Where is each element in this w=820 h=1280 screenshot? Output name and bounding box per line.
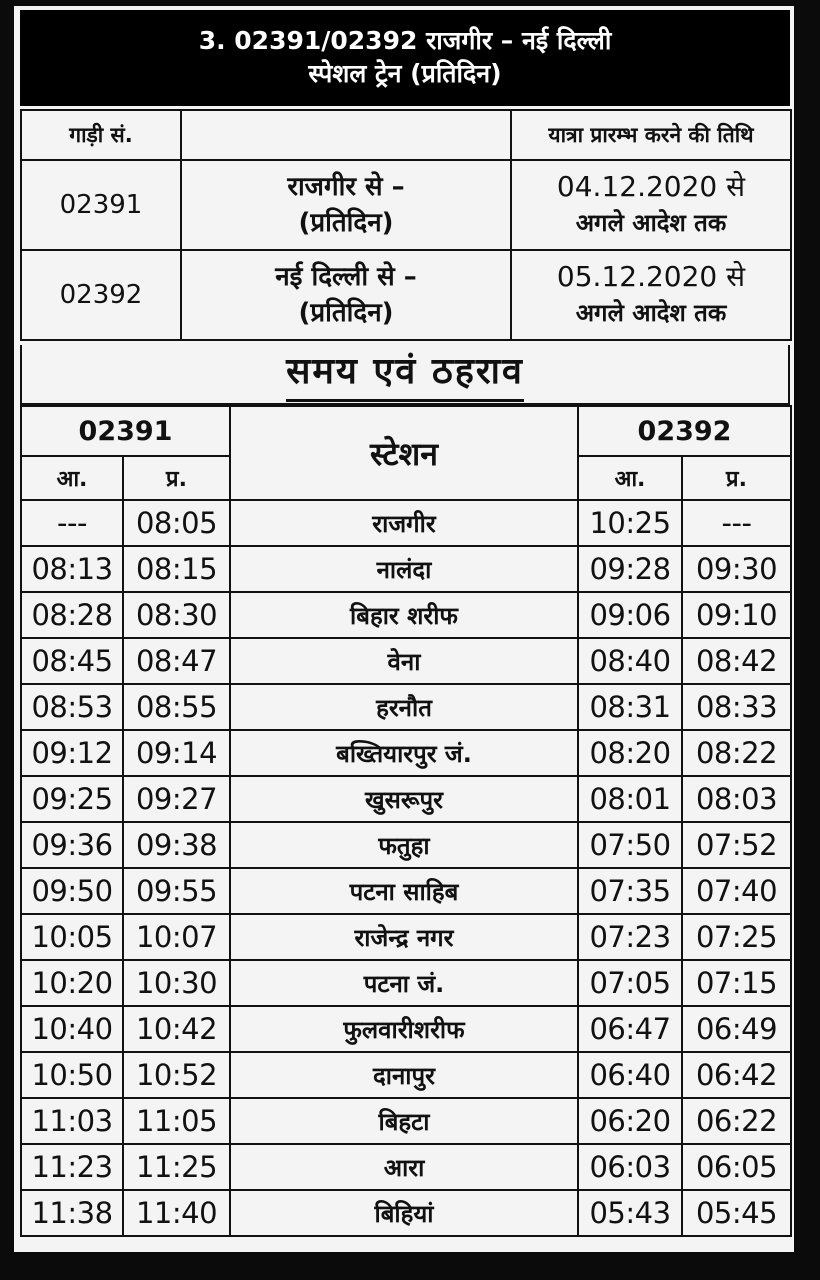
right-departure-time: 08:42 (682, 638, 791, 684)
start-date-line-2: अगले आदेश तक (575, 209, 727, 237)
left-departure-time: 09:27 (123, 776, 230, 822)
title-line-1: 3. 02391/02392 राजगीर – नई दिल्ली (198, 26, 612, 55)
left-departure-time: 08:47 (123, 638, 230, 684)
start-date-line-2: अगले आदेश तक (575, 299, 727, 327)
col-train-number-header: गाड़ी सं. (21, 110, 181, 160)
left-departure-time: 08:15 (123, 546, 230, 592)
table-row (21, 592, 791, 638)
table-row (21, 1006, 791, 1052)
station-name: हरनौत (230, 684, 578, 730)
schedule-section-heading (20, 345, 790, 405)
title-line-2: स्पेशल ट्रेन (प्रतिदिन) (308, 59, 502, 88)
train-number-cell: 02391 (21, 160, 181, 250)
table-row (21, 730, 791, 776)
origin-line-2: (प्रतिदिन) (298, 208, 394, 238)
station-name: आरा (230, 1144, 578, 1190)
right-departure-time: --- (682, 500, 791, 546)
origin-line-1: नई दिल्ली से – (275, 262, 417, 292)
left-departure-time: 09:14 (123, 730, 230, 776)
left-departure-time: 11:05 (123, 1098, 230, 1144)
train-info-table (20, 109, 792, 341)
station-name: बिहटा (230, 1098, 578, 1144)
right-arrival-time: 06:47 (578, 1006, 682, 1052)
right-arrival-time: 08:01 (578, 776, 682, 822)
right-arrival-time: 07:05 (578, 960, 682, 1006)
left-arrival-time: 09:12 (21, 730, 123, 776)
table-row (21, 868, 791, 914)
right-departure-time: 08:03 (682, 776, 791, 822)
left-departure-header: प्र. (123, 456, 230, 500)
right-arrival-time: 06:03 (578, 1144, 682, 1190)
station-name: वेना (230, 638, 578, 684)
right-arrival-time: 09:28 (578, 546, 682, 592)
station-column-header: स्टेशन (230, 406, 578, 500)
left-arrival-time: 11:03 (21, 1098, 123, 1144)
station-name: बख्तियारपुर जं. (230, 730, 578, 776)
notice-title (20, 10, 790, 106)
train-number-row (21, 406, 791, 456)
train-info-row (21, 250, 791, 340)
left-departure-time: 11:25 (123, 1144, 230, 1190)
left-departure-time: 10:42 (123, 1006, 230, 1052)
table-row (21, 500, 791, 546)
left-arrival-time: 08:53 (21, 684, 123, 730)
right-departure-time: 05:45 (682, 1190, 791, 1236)
left-arrival-time: 08:28 (21, 592, 123, 638)
left-arrival-time: 08:45 (21, 638, 123, 684)
station-name: राजगीर (230, 500, 578, 546)
table-row (21, 1098, 791, 1144)
station-name: पटना जं. (230, 960, 578, 1006)
start-date-line-1: 05.12.2020 से (556, 260, 746, 293)
left-departure-time: 10:52 (123, 1052, 230, 1098)
table-row (21, 638, 791, 684)
right-departure-time: 07:52 (682, 822, 791, 868)
table-row (21, 776, 791, 822)
origin-line-2: (प्रतिदिन) (298, 298, 394, 328)
table-row (21, 684, 791, 730)
station-name: दानापुर (230, 1052, 578, 1098)
left-arrival-time: 11:38 (21, 1190, 123, 1236)
timetable-body (21, 500, 791, 1236)
table-row (21, 914, 791, 960)
table-row (21, 1052, 791, 1098)
right-departure-time: 06:22 (682, 1098, 791, 1144)
right-arrival-time: 06:40 (578, 1052, 682, 1098)
start-date-cell (511, 250, 791, 340)
left-departure-time: 09:55 (123, 868, 230, 914)
col-start-date-header: यात्रा प्रारम्भ करने की तिथि (511, 110, 791, 160)
right-departure-time: 07:25 (682, 914, 791, 960)
station-name: बिहार शरीफ (230, 592, 578, 638)
right-departure-time: 06:42 (682, 1052, 791, 1098)
start-date-cell (511, 160, 791, 250)
origin-line-1: राजगीर से – (287, 172, 405, 202)
section-title: समय एवं ठहराव (286, 345, 524, 402)
left-arrival-time: 09:25 (21, 776, 123, 822)
left-departure-time: 09:38 (123, 822, 230, 868)
left-arrival-time: 10:05 (21, 914, 123, 960)
origin-cell (181, 250, 511, 340)
left-arrival-header: आ. (21, 456, 123, 500)
train-info-header-row (21, 110, 791, 160)
left-arrival-time: 10:20 (21, 960, 123, 1006)
right-arrival-time: 08:31 (578, 684, 682, 730)
right-departure-time: 06:05 (682, 1144, 791, 1190)
right-departure-time: 07:15 (682, 960, 791, 1006)
train-info-row (21, 160, 791, 250)
left-arrival-time: 09:50 (21, 868, 123, 914)
station-name: फतुहा (230, 822, 578, 868)
right-arrival-time: 09:06 (578, 592, 682, 638)
right-departure-time: 08:22 (682, 730, 791, 776)
train-right-number: 02392 (578, 406, 791, 456)
right-departure-header: प्र. (682, 456, 791, 500)
right-arrival-time: 07:35 (578, 868, 682, 914)
left-arrival-time: 08:13 (21, 546, 123, 592)
right-arrival-time: 08:20 (578, 730, 682, 776)
left-departure-time: 11:40 (123, 1190, 230, 1236)
left-departure-time: 10:07 (123, 914, 230, 960)
left-arrival-time: 10:40 (21, 1006, 123, 1052)
left-departure-time: 08:30 (123, 592, 230, 638)
table-row (21, 960, 791, 1006)
table-row (21, 822, 791, 868)
right-departure-time: 06:49 (682, 1006, 791, 1052)
left-arrival-time: 09:36 (21, 822, 123, 868)
right-departure-time: 09:10 (682, 592, 791, 638)
right-arrival-time: 08:40 (578, 638, 682, 684)
train-left-number: 02391 (21, 406, 230, 456)
timetable-sheet (14, 6, 794, 1252)
right-departure-time: 09:30 (682, 546, 791, 592)
left-departure-time: 08:05 (123, 500, 230, 546)
origin-cell (181, 160, 511, 250)
left-arrival-time: 11:23 (21, 1144, 123, 1190)
station-name: फुलवारीशरीफ (230, 1006, 578, 1052)
left-departure-time: 08:55 (123, 684, 230, 730)
station-name: खुसरूपुर (230, 776, 578, 822)
timetable (20, 405, 792, 1237)
right-arrival-time: 05:43 (578, 1190, 682, 1236)
right-departure-time: 07:40 (682, 868, 791, 914)
left-arrival-time: --- (21, 500, 123, 546)
train-number-cell: 02392 (21, 250, 181, 340)
station-name: नालंदा (230, 546, 578, 592)
right-arrival-time: 10:25 (578, 500, 682, 546)
start-date-line-1: 04.12.2020 से (556, 170, 746, 203)
right-arrival-time: 07:23 (578, 914, 682, 960)
table-row (21, 546, 791, 592)
left-departure-time: 10:30 (123, 960, 230, 1006)
right-arrival-header: आ. (578, 456, 682, 500)
right-departure-time: 08:33 (682, 684, 791, 730)
table-row (21, 1144, 791, 1190)
station-name: राजेन्द्र नगर (230, 914, 578, 960)
col-blank-header (181, 110, 511, 160)
station-name: बिहियां (230, 1190, 578, 1236)
right-arrival-time: 06:20 (578, 1098, 682, 1144)
left-arrival-time: 10:50 (21, 1052, 123, 1098)
right-arrival-time: 07:50 (578, 822, 682, 868)
table-row (21, 1190, 791, 1236)
station-name: पटना साहिब (230, 868, 578, 914)
